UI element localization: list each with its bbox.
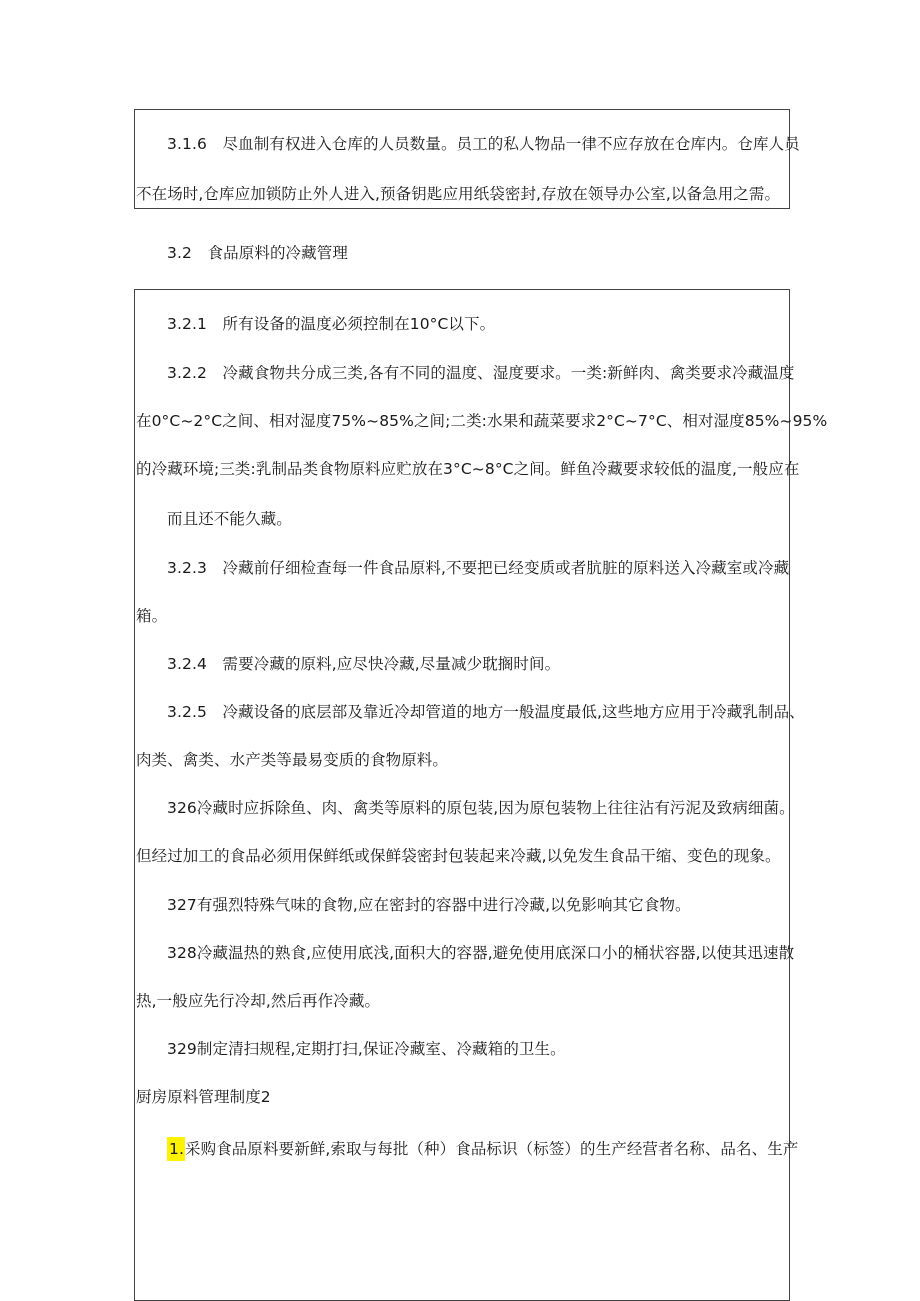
para-328-line-2: 热,一般应先行冷却,然后再作冷藏。 <box>136 992 381 1010</box>
para-3-2-5-line-2: 肉类、禽类、水产类等最易变质的食物原料。 <box>136 751 449 769</box>
para-3-1-6-line-2: 不在场时,仓库应加锁防止外人进入,预备钥匙应用纸袋密封,存放在领导办公室,以备急用之需。 <box>136 185 781 203</box>
para-3-2-5-line-1: 3.2.5 冷藏设备的底层部及靠近冷却管道的地方一般温度最低,这些地方应用于冷藏乳制品、 <box>167 703 805 721</box>
para-3-2-4: 3.2.4 需要冷藏的原料,应尽快冷藏,尽量减少耽搁时间。 <box>167 655 561 673</box>
para-328-line-1: 328冷藏温热的熟食,应使用底浅,面积大的容器,避免使用底深口小的桶状容器,以使其迅速散 <box>167 944 795 962</box>
para-3-2-2-line-2: 在0°C~2°C之间、相对湿度75%~85%之间;二类:水果和蔬菜要求2°C~7°C、相对湿度85%~95% <box>136 412 828 430</box>
para-3-2-2-line-1: 3.2.2 冷藏食物共分成三类,各有不同的温度、湿度要求。一类:新鲜肉、禽类要求冷藏温度 <box>167 364 795 382</box>
para-3-2-3-line-2: 箱。 <box>136 607 168 625</box>
para-procurement-line-1 <box>167 1138 798 1160</box>
para-326-line-2: 但经过加工的食品必须用保鲜纸或保鲜袋密封包装起来冷藏,以免发生食品干缩、变色的现象。 <box>136 847 781 865</box>
para-3-2-3-line-1: 3.2.3 冷藏前仔细检查每一件食品原料,不要把已经变质或者肮脏的原料送入冷藏室或冷藏 <box>167 559 790 577</box>
para-329: 329制定清扫规程,定期打扫,保证冷藏室、冷藏箱的卫生。 <box>167 1040 566 1058</box>
para-326-line-1: 326冷藏时应拆除鱼、肉、禽类等原料的原包装,因为原包装物上往往沾有污泥及致病细菌。 <box>167 799 795 817</box>
para-3-2-2-line-3: 的冷藏环境;三类:乳制品类食物原料应贮放在3°C~8°C之间。鲜鱼冷藏要求较低的温度,一般应在 <box>136 460 800 478</box>
para-3-1-6-line-1: 3.1.6 尽血制有权进入仓库的人员数量。员工的私人物品一律不应存放在仓库内。仓库人员 <box>167 135 800 153</box>
para-3-2-1: 3.2.1 所有设备的温度必须控制在10°C以下。 <box>167 315 496 333</box>
section-heading: 3.2 食品原料的冷藏管理 <box>167 244 348 262</box>
para-3-2-2-line-4: 而且还不能久藏。 <box>167 510 292 528</box>
procurement-text: 采购食品原料要新鲜,索取与每批（种）食品标识（标签）的生产经营者名称、品名、生产 <box>185 1140 799 1158</box>
para-327: 327有强烈特殊气味的食物,应在密封的容器中进行冷藏,以免影响其它食物。 <box>167 896 691 914</box>
sub-document-title: 厨房原料管理制度2 <box>136 1088 271 1106</box>
highlighted-item-number: 1. <box>167 1137 185 1161</box>
